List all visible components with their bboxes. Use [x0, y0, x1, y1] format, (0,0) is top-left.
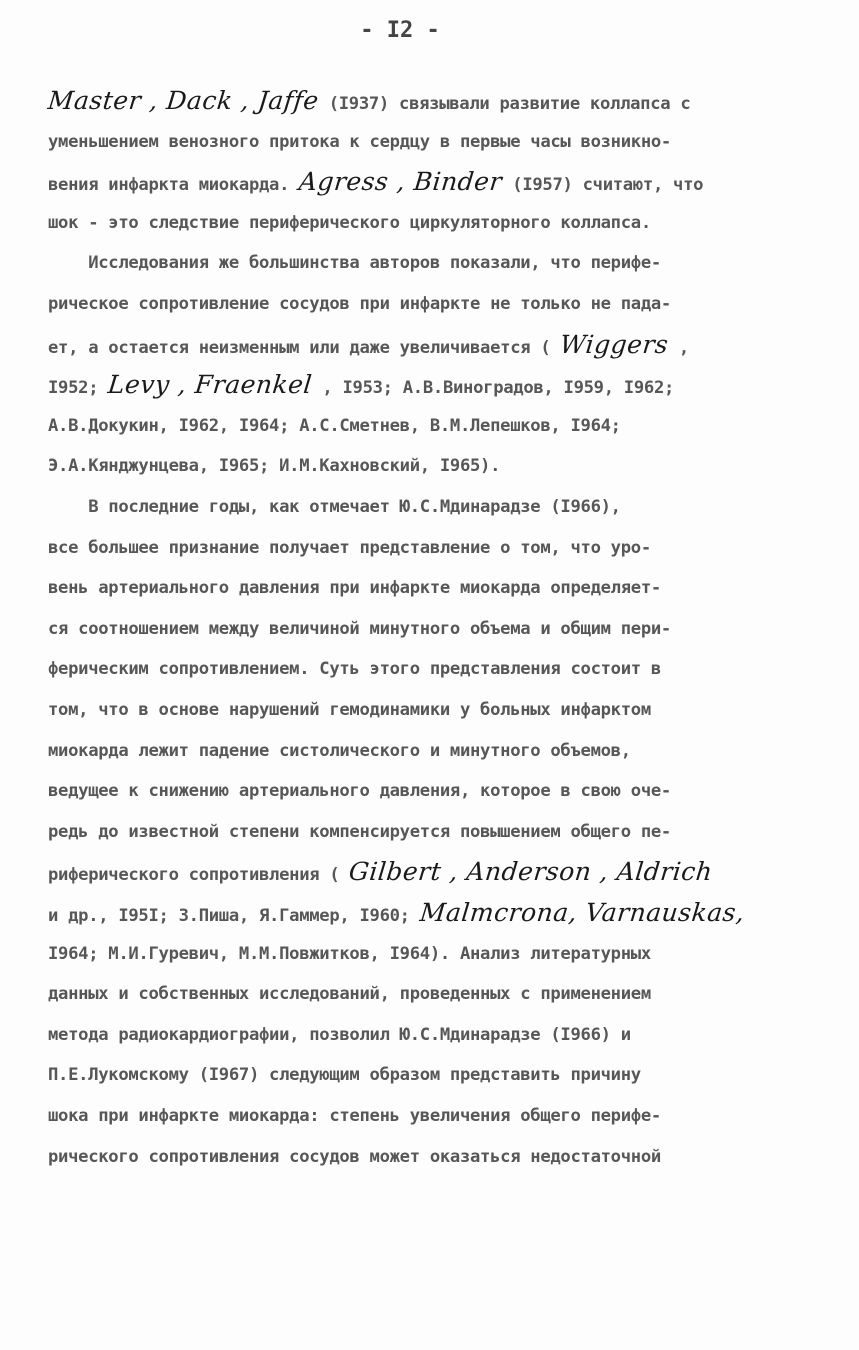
typed-text: ферическим сопротивлением. Суть этого представления состоит в — [48, 659, 661, 680]
typed-text: Э.А.Кянджунцева, I965; И.М.Кахновский, I965). — [48, 456, 501, 477]
typed-text: риферического сопротивления ( — [48, 865, 350, 886]
typed-text: П.Е.Лукомскому (I967) следующим образом представить причину — [48, 1065, 641, 1086]
typed-text: рического сопротивления сосудов может оказаться недостаточной — [48, 1146, 661, 1167]
page-number: - I2 - — [360, 18, 440, 43]
text-line — [48, 88, 818, 117]
text-line — [48, 575, 818, 601]
typed-text: , I953; А.В.Виноградов, I959, I962; — [312, 378, 675, 399]
typed-text: рическое сопротивление сосудов при инфаркте не только не пада- — [48, 294, 671, 314]
typed-text: вень артериального давления при инфаркте миокарда определяет- — [48, 578, 661, 599]
typed-text: шока при инфаркте миокарда: степень увеличения общего перифе- — [48, 1106, 661, 1126]
typed-text: и др., I95I; З.Пиша, Я.Гаммер, I960; — [48, 906, 420, 926]
text-line — [48, 819, 818, 845]
typed-text: В последние годы, как отмечает Ю.С.Мдинарадзе (I966), — [48, 497, 621, 517]
text-line — [48, 859, 818, 888]
text-line — [48, 616, 818, 642]
handwritten-author-names: Gilbert , Anderson , Aldrich — [347, 857, 715, 887]
handwritten-author-names: Agress , Binder — [297, 167, 504, 197]
text-line — [48, 981, 818, 1007]
text-line — [48, 1062, 818, 1088]
typed-text: (I957) считают, что — [502, 175, 704, 196]
text-line — [48, 697, 818, 723]
handwritten-author-names: Wiggers — [558, 329, 671, 359]
text-line — [48, 1022, 818, 1048]
text-line — [48, 291, 818, 317]
typed-text: Исследования же большинства авторов показали, что перифе- — [48, 253, 661, 274]
text-line — [48, 738, 818, 764]
typed-text: миокарда лежит падение систолического и минутного объемов, — [48, 740, 631, 761]
text-line — [48, 535, 818, 561]
text-line — [48, 250, 818, 276]
typed-text: ет, а остается неизменным или даже увеличивается ( — [48, 337, 561, 358]
typed-text: А.В.Докукин, I962, I964; А.С.Сметнев, В.М.Лепешков, I964; — [48, 415, 621, 436]
typed-text: редь до известной степени компенсируется повышением общего пе- — [48, 821, 671, 842]
text-line — [48, 169, 818, 198]
text-line — [48, 210, 818, 236]
text-line — [48, 129, 818, 155]
handwritten-author-names: Malmcrona, Varnauskas, — [418, 898, 746, 927]
text-line — [48, 453, 818, 479]
text-line — [48, 941, 818, 967]
typed-text: уменьшением венозного притока к сердцу в первые часы возникно- — [48, 131, 671, 152]
handwritten-author-names: Master , Dack , Jaffe — [46, 86, 321, 115]
typed-text: данных и собственных исследований, проведенных с применением — [48, 984, 651, 1005]
text-line — [48, 778, 818, 804]
typed-text: метода радиокардиографии, позволил Ю.С.Мдинарадзе (I966) и — [48, 1024, 631, 1045]
typed-text: шок - это следствие периферического циркуляторного коллапса. — [48, 212, 651, 233]
typed-text: , — [668, 337, 689, 358]
typed-text: ся соотношением между величиной минутного объема и общим пери- — [48, 618, 671, 639]
text-line — [48, 494, 818, 520]
typed-text: (I937) связывали развитие коллапса с — [318, 94, 691, 114]
handwritten-author-names: Levy , Fraenkel — [106, 370, 314, 400]
typed-text: том, что в основе нарушений гемодинамики у больных инфарктом — [48, 700, 651, 720]
text-line — [48, 900, 818, 929]
text-line — [48, 413, 818, 439]
typed-text: I964; М.И.Гуревич, М.М.Повжитков, I964). Анализ литературных — [48, 943, 651, 964]
text-line — [48, 372, 818, 401]
text-line — [48, 1103, 818, 1129]
typed-text: вения инфаркта миокарда. — [48, 175, 300, 196]
text-line — [48, 329, 818, 361]
typed-text: I952; — [48, 378, 109, 399]
text-line — [48, 656, 818, 682]
typed-text: ведущее к снижению артериального давления, которое в свою оче- — [48, 781, 671, 802]
text-line — [48, 1144, 818, 1170]
typed-text: все большее признание получает представление о том, что уро- — [48, 537, 651, 558]
